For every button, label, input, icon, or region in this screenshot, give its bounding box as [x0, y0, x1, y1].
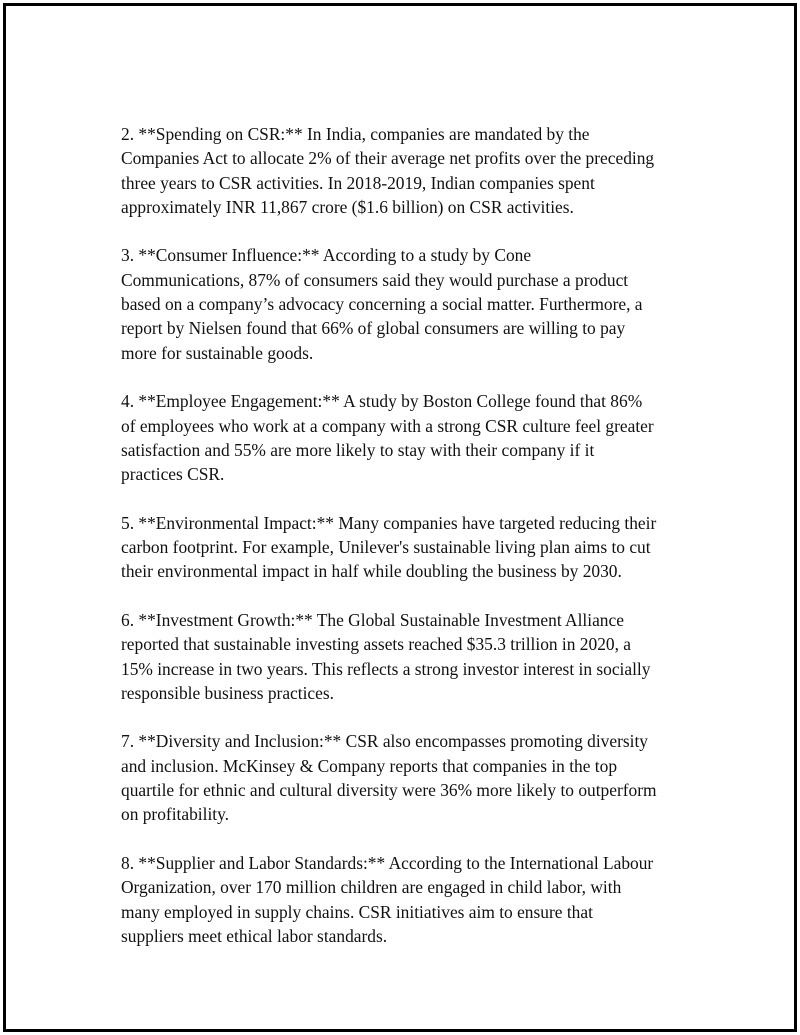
paragraph-consumer-influence: 3. **Consumer Influence:** According to a study by Cone Communications, 87% of consumers said they would purchase a product based on a company’s advocacy concerning a social matter. Furthermore, a report by Nielsen found that 66% of global consumers are willing to pay more for sustainable goods. — [121, 245, 643, 363]
paragraph-investment-growth: 6. **Investment Growth:** The Global Sustainable Investment Alliance reported that sustainable investing assets reached $35.3 trillion in 2020, a 15% increase in two years. This reflects a strong investor interest in socially responsible business practices. — [121, 609, 651, 703]
paragraph-environmental-impact: 5. **Environmental Impact:** Many companies have targeted reducing their carbon footprint. For example, Unilever's sustainable living plan aims to cut their environmental impact in half while doubling the business by 2030. — [121, 512, 657, 582]
document-body — [121, 122, 701, 972]
paragraph-spending-on-csr: 2. **Spending on CSR:** In India, companies are mandated by the Companies Act to allocate 2% of their average net profits over the preceding three years to CSR activities. In 2018-2019, Indian companies spent approximately INR 11,867 crore ($1.6 billion) on CSR activities. — [121, 124, 655, 217]
page-border — [3, 3, 797, 1032]
paragraph-supplier-and-labor-standards: 8. **Supplier and Labor Standards:** According to the International Labour Organization, over 170 million children are engaged in child labor, with many employed in supply chains. CSR initiatives aim to ensure that suppliers meet ethical labor standards. — [121, 852, 654, 946]
paragraph-employee-engagement: 4. **Employee Engagement:** A study by Boston College found that 86% of employees who work at a company with a strong CSR culture feel greater satisfaction and 55% are more likely to stay with their company if it practices CSR. — [121, 391, 654, 485]
paragraph-diversity-and-inclusion: 7. **Diversity and Inclusion:** CSR also encompasses promoting diversity and inclusion. McKinsey & Company reports that companies in the top quartile for ethnic and cultural diversity were 36% more likely to outperform on profitability. — [121, 731, 657, 825]
